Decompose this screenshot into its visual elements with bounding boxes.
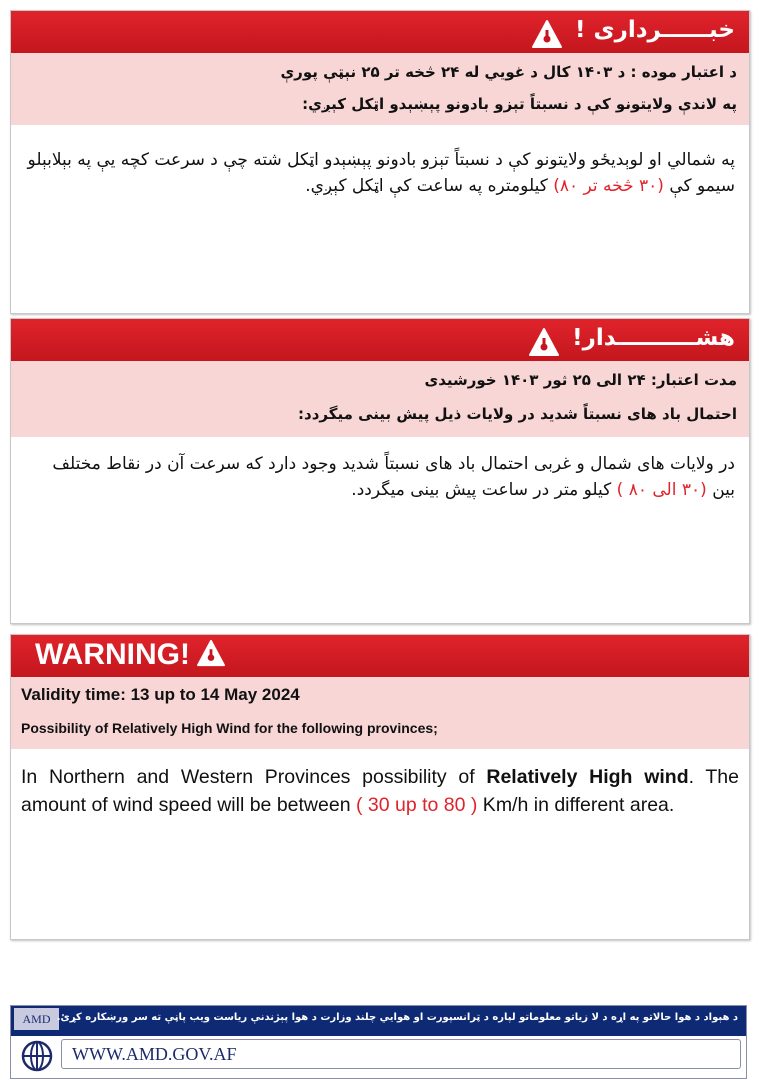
pashto-body: [11, 125, 749, 199]
footer-notice: د هېواد د هوا حالاتو په اړه د لا زياتو معلوماتو لپاره د ټرانسپورت او هوايي چلند وزارت د هوا پېژندنې رياست ويب پاڼې ته سر ورښکاره کړئ.: [56, 1012, 738, 1023]
english-validity: Validity time: 13 up to 14 May 2024: [21, 685, 300, 704]
warning-icon: [531, 19, 563, 49]
dari-meta: [11, 361, 749, 437]
english-warning-panel: [10, 634, 750, 940]
dari-subtitle: احتمال باد های نسبتاً شدید در ولایات ذیل پیش بینی میگردد:: [298, 405, 737, 423]
warning-icon: [196, 639, 226, 667]
website-url[interactable]: WWW.AMD.GOV.AF: [72, 1044, 237, 1064]
amd-logo: AMD: [14, 1008, 59, 1030]
english-body-emphasis: Relatively High wind: [486, 766, 689, 788]
pashto-body-tail: کیلومتره په ساعت کې اټکل کېږي.: [305, 176, 548, 196]
english-subtitle: Possibility of Relatively High Wind for the following provinces;: [21, 720, 438, 736]
dari-body-text: در ولایات های شمال و غربی احتمال باد های نسبتاً شدید وجود دارد که سرعت آن در نقاط مختلف بین: [52, 454, 735, 500]
pashto-warning-title: خبــــــرداری !: [575, 17, 735, 43]
pashto-body-text: په شمالي او لوېدیځو ولایتونو کې د نسبتاً تېزو بادونو پېښېدو اټکل شته چې د سرعت کچه يې په بېلابېلو سيمو کې: [27, 150, 735, 196]
dari-warning-header: [11, 319, 749, 361]
dari-speed-range: (۳۰ الی ۸۰ ): [616, 480, 707, 500]
english-body-middle: . The amount of wind speed will be between: [21, 766, 739, 816]
pashto-subtitle: په لاندې ولایتونو کې د نسبتاً تېزو بادونو پېښېدو اټکل کېږي:: [302, 95, 737, 113]
footer-band: [11, 1006, 746, 1036]
dari-body: [11, 437, 749, 503]
english-warning-title: WARNING!: [35, 638, 226, 672]
dari-warning-title: هشــــــــــدار!: [572, 325, 735, 351]
globe-icon: [21, 1040, 53, 1072]
english-body-tail: Km/h in different area.: [477, 794, 675, 816]
footer-banner: [10, 1005, 747, 1079]
dari-validity: مدت اعتبار: ۲۴ الی ۲۵ ثور ۱۴۰۳ خورشیدی: [424, 371, 737, 389]
pashto-speed-range: (۳۰ څخه تر ۸۰): [553, 176, 664, 196]
dari-body-tail: کیلو متر در ساعت پیش بینی میگردد.: [351, 480, 612, 500]
pashto-warning-panel: [10, 10, 750, 314]
english-warning-header: [11, 635, 749, 677]
english-body: [11, 749, 749, 819]
english-speed-range: ( 30 up to 80 ): [355, 794, 478, 816]
pashto-meta: [11, 53, 749, 125]
pashto-warning-header: [11, 11, 749, 53]
pashto-validity: د اعتبار موده : د ۱۴۰۳ کال د غويي له ۲۴ څخه تر ۲۵ نېټې پورې: [280, 63, 737, 81]
english-meta: [11, 677, 749, 749]
warning-icon: [528, 327, 560, 357]
dari-warning-panel: [10, 318, 750, 624]
english-body-text: In Northern and Western Provinces possibility of: [21, 766, 487, 788]
website-url-box[interactable]: [61, 1039, 741, 1069]
